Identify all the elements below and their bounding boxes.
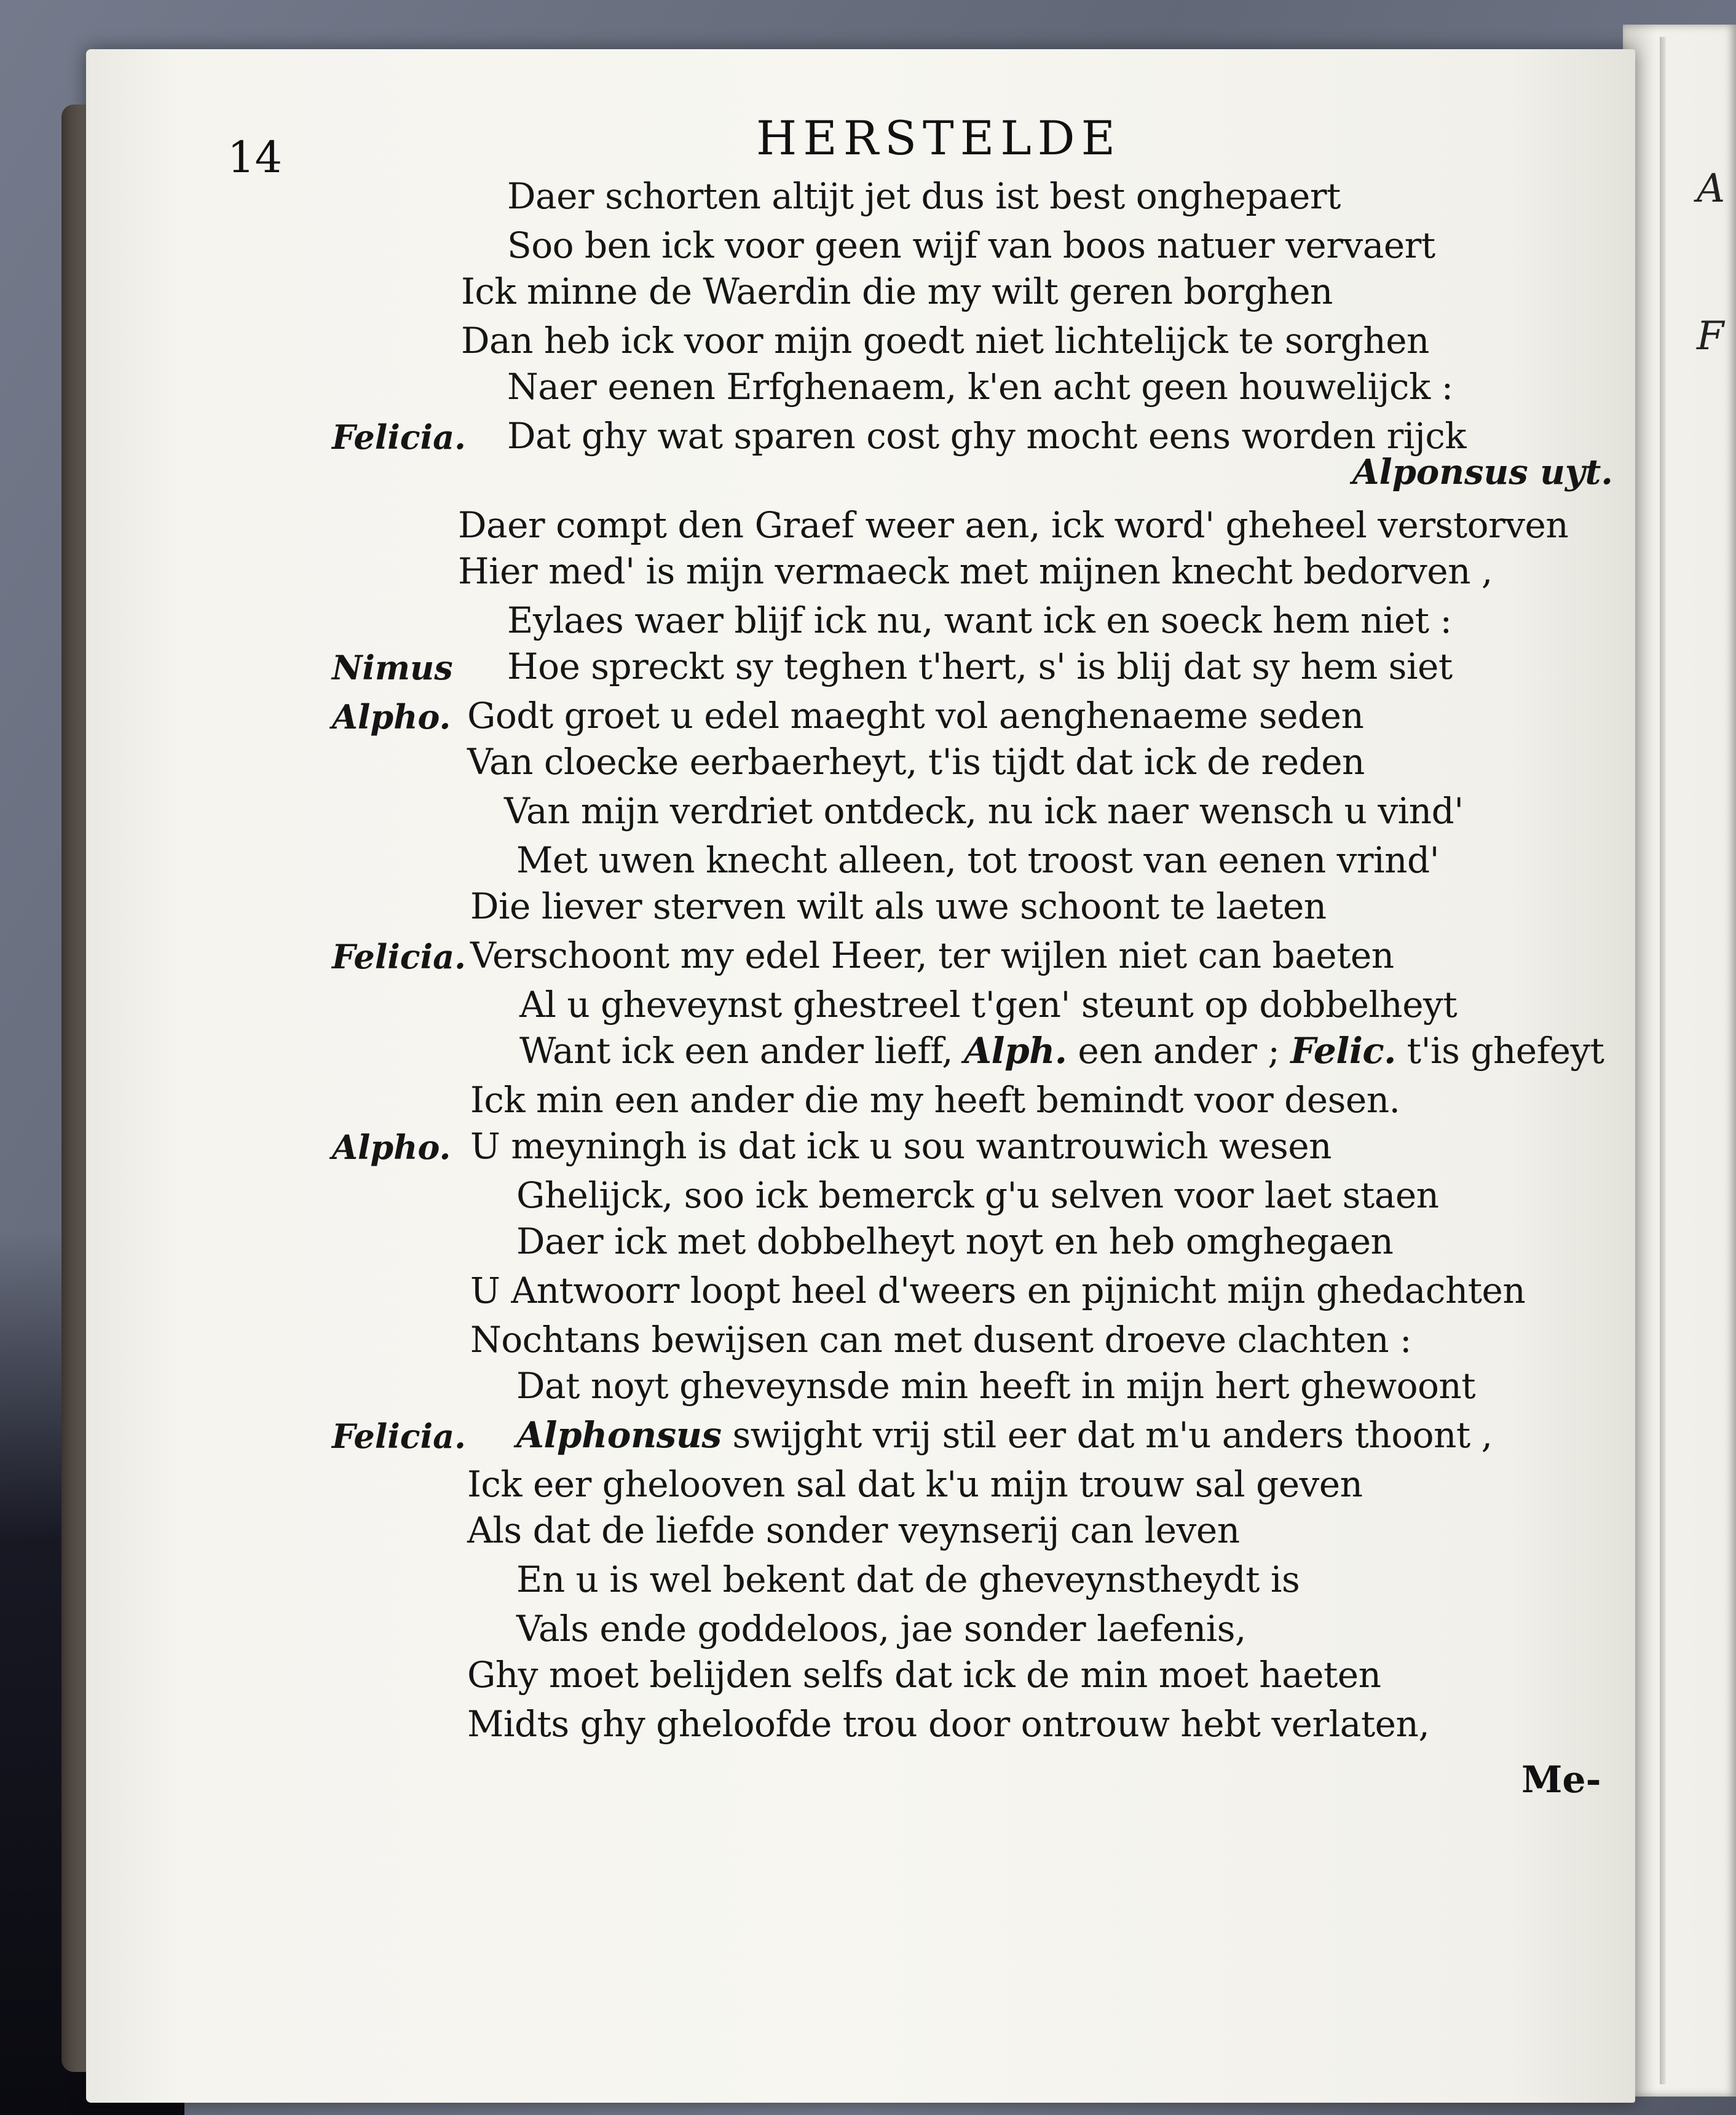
page-edge [1660,37,1666,2084]
verse-line: Die liever sterven wilt als uwe schoont te laeten [470,885,1327,927]
verse-line: En u is wel bekent dat de gheveynstheydt is [516,1559,1300,1600]
verse-line: U Antwoorr loopt heel d'weers en pijnicht mijn ghedachten [470,1270,1526,1311]
speaker-label: Felicia. [332,1417,466,1456]
verse-line: Naer eenen Erfghenaem, k'en acht geen houwelijck : [507,366,1453,408]
facing-page [1623,25,1736,2097]
verse-line: Soo ben ick voor geen wijf van boos natuer vervaert [507,224,1435,266]
verse-line: Dat noyt gheveynsde min heeft in mijn hert ghewoont [516,1365,1476,1407]
verse-line: Hier med' is mijn vermaeck met mijnen knecht bedorven , [458,550,1493,592]
facing-page-fragment: A [1697,166,1726,212]
verse-line: Daer schorten altijt jet dus ist best onghepaert [507,175,1341,217]
speaker-label: Felicia. [332,417,466,457]
verse-line: Ghy moet belijden selfs dat ick de min moet haeten [467,1654,1381,1696]
stage-direction: Alponsus uyt. [1352,452,1613,492]
verse-fragment: Want ick een ander lieff, [519,1030,965,1072]
verse-line: Verschoont my edel Heer, ter wijlen niet can baeten [470,935,1394,976]
verse-line: U meyningh is dat ick u sou wantrouwich wesen [470,1125,1332,1167]
verse-line: Dan heb ick voor mijn goedt niet lichtelijck te sorghen [461,320,1429,362]
verse-line: Al u gheveynst ghestreel t'gen' steunt op dobbelheyt [519,984,1458,1026]
inline-speaker: Felic. [1290,1030,1396,1072]
verse-fragment: t'is ghefeyt [1395,1030,1604,1072]
page-number: 14 [227,132,283,183]
verse-line: Van cloecke eerbaerheyt, t'is tijdt dat ick de reden [467,741,1365,783]
verse-line [516,1414,1493,1456]
verse-line: Eylaes waer blijf ick nu, want ick en soeck hem niet : [507,599,1452,641]
verse-line: Godt groet u edel maeght vol aenghenaeme seden [467,695,1364,737]
speaker-label: Alpho. [332,1128,451,1167]
verse-line: Nochtans bewijsen can met dusent droeve clachten : [470,1319,1412,1361]
verse-line: Dat ghy wat sparen cost ghy mocht eens worden rijck [507,415,1467,457]
running-title: HERSTELDE [756,111,1122,165]
speaker-label: Alpho. [332,697,451,737]
verse-line: Ick min een ander die my heeft bemindt voor desen. [470,1079,1400,1121]
verse-line: Daer compt den Graef weer aen, ick word' gheheel verstorven [458,504,1569,546]
verse-line [519,1030,1604,1072]
facing-page-fragment: F [1697,314,1724,359]
speaker-label: Felicia. [332,937,466,976]
verse-line: Van mijn verdriet ontdeck, nu ick naer wensch u vind' [504,790,1464,832]
verse-line: Midts ghy gheloofde trou door ontrouw hebt verlaten, [467,1703,1430,1745]
verse-line: Hoe spreckt sy teghen t'hert, s' is blij dat sy hem siet [507,646,1453,687]
verse-line: Met uwen knecht alleen, tot troost van eenen vrind' [516,839,1440,881]
verse-line: Vals ende goddeloos, jae sonder laefenis, [516,1608,1246,1650]
verse-fragment: swijght vrij stil eer dat m'u anders thoont , [721,1414,1493,1456]
verse-line: Als dat de liefde sonder veynserij can leven [467,1509,1240,1551]
inline-speaker: Alphonsus [516,1414,722,1456]
verse-fragment: een ander ; [1067,1030,1291,1072]
verse-line: Ick eer ghelooven sal dat k'u mijn trouw sal geven [467,1463,1363,1505]
speaker-label: Nimus [332,648,453,687]
verse-line: Ghelijck, soo ick bemerck g'u selven voor laet staen [516,1174,1439,1216]
inline-speaker: Alph. [964,1030,1067,1072]
verse-line: Ick minne de Waerdin die my wilt geren borghen [461,271,1333,312]
verse-line: Daer ick met dobbelheyt noyt en heb omghegaen [516,1220,1394,1262]
catchword: Me- [1521,1758,1601,1801]
